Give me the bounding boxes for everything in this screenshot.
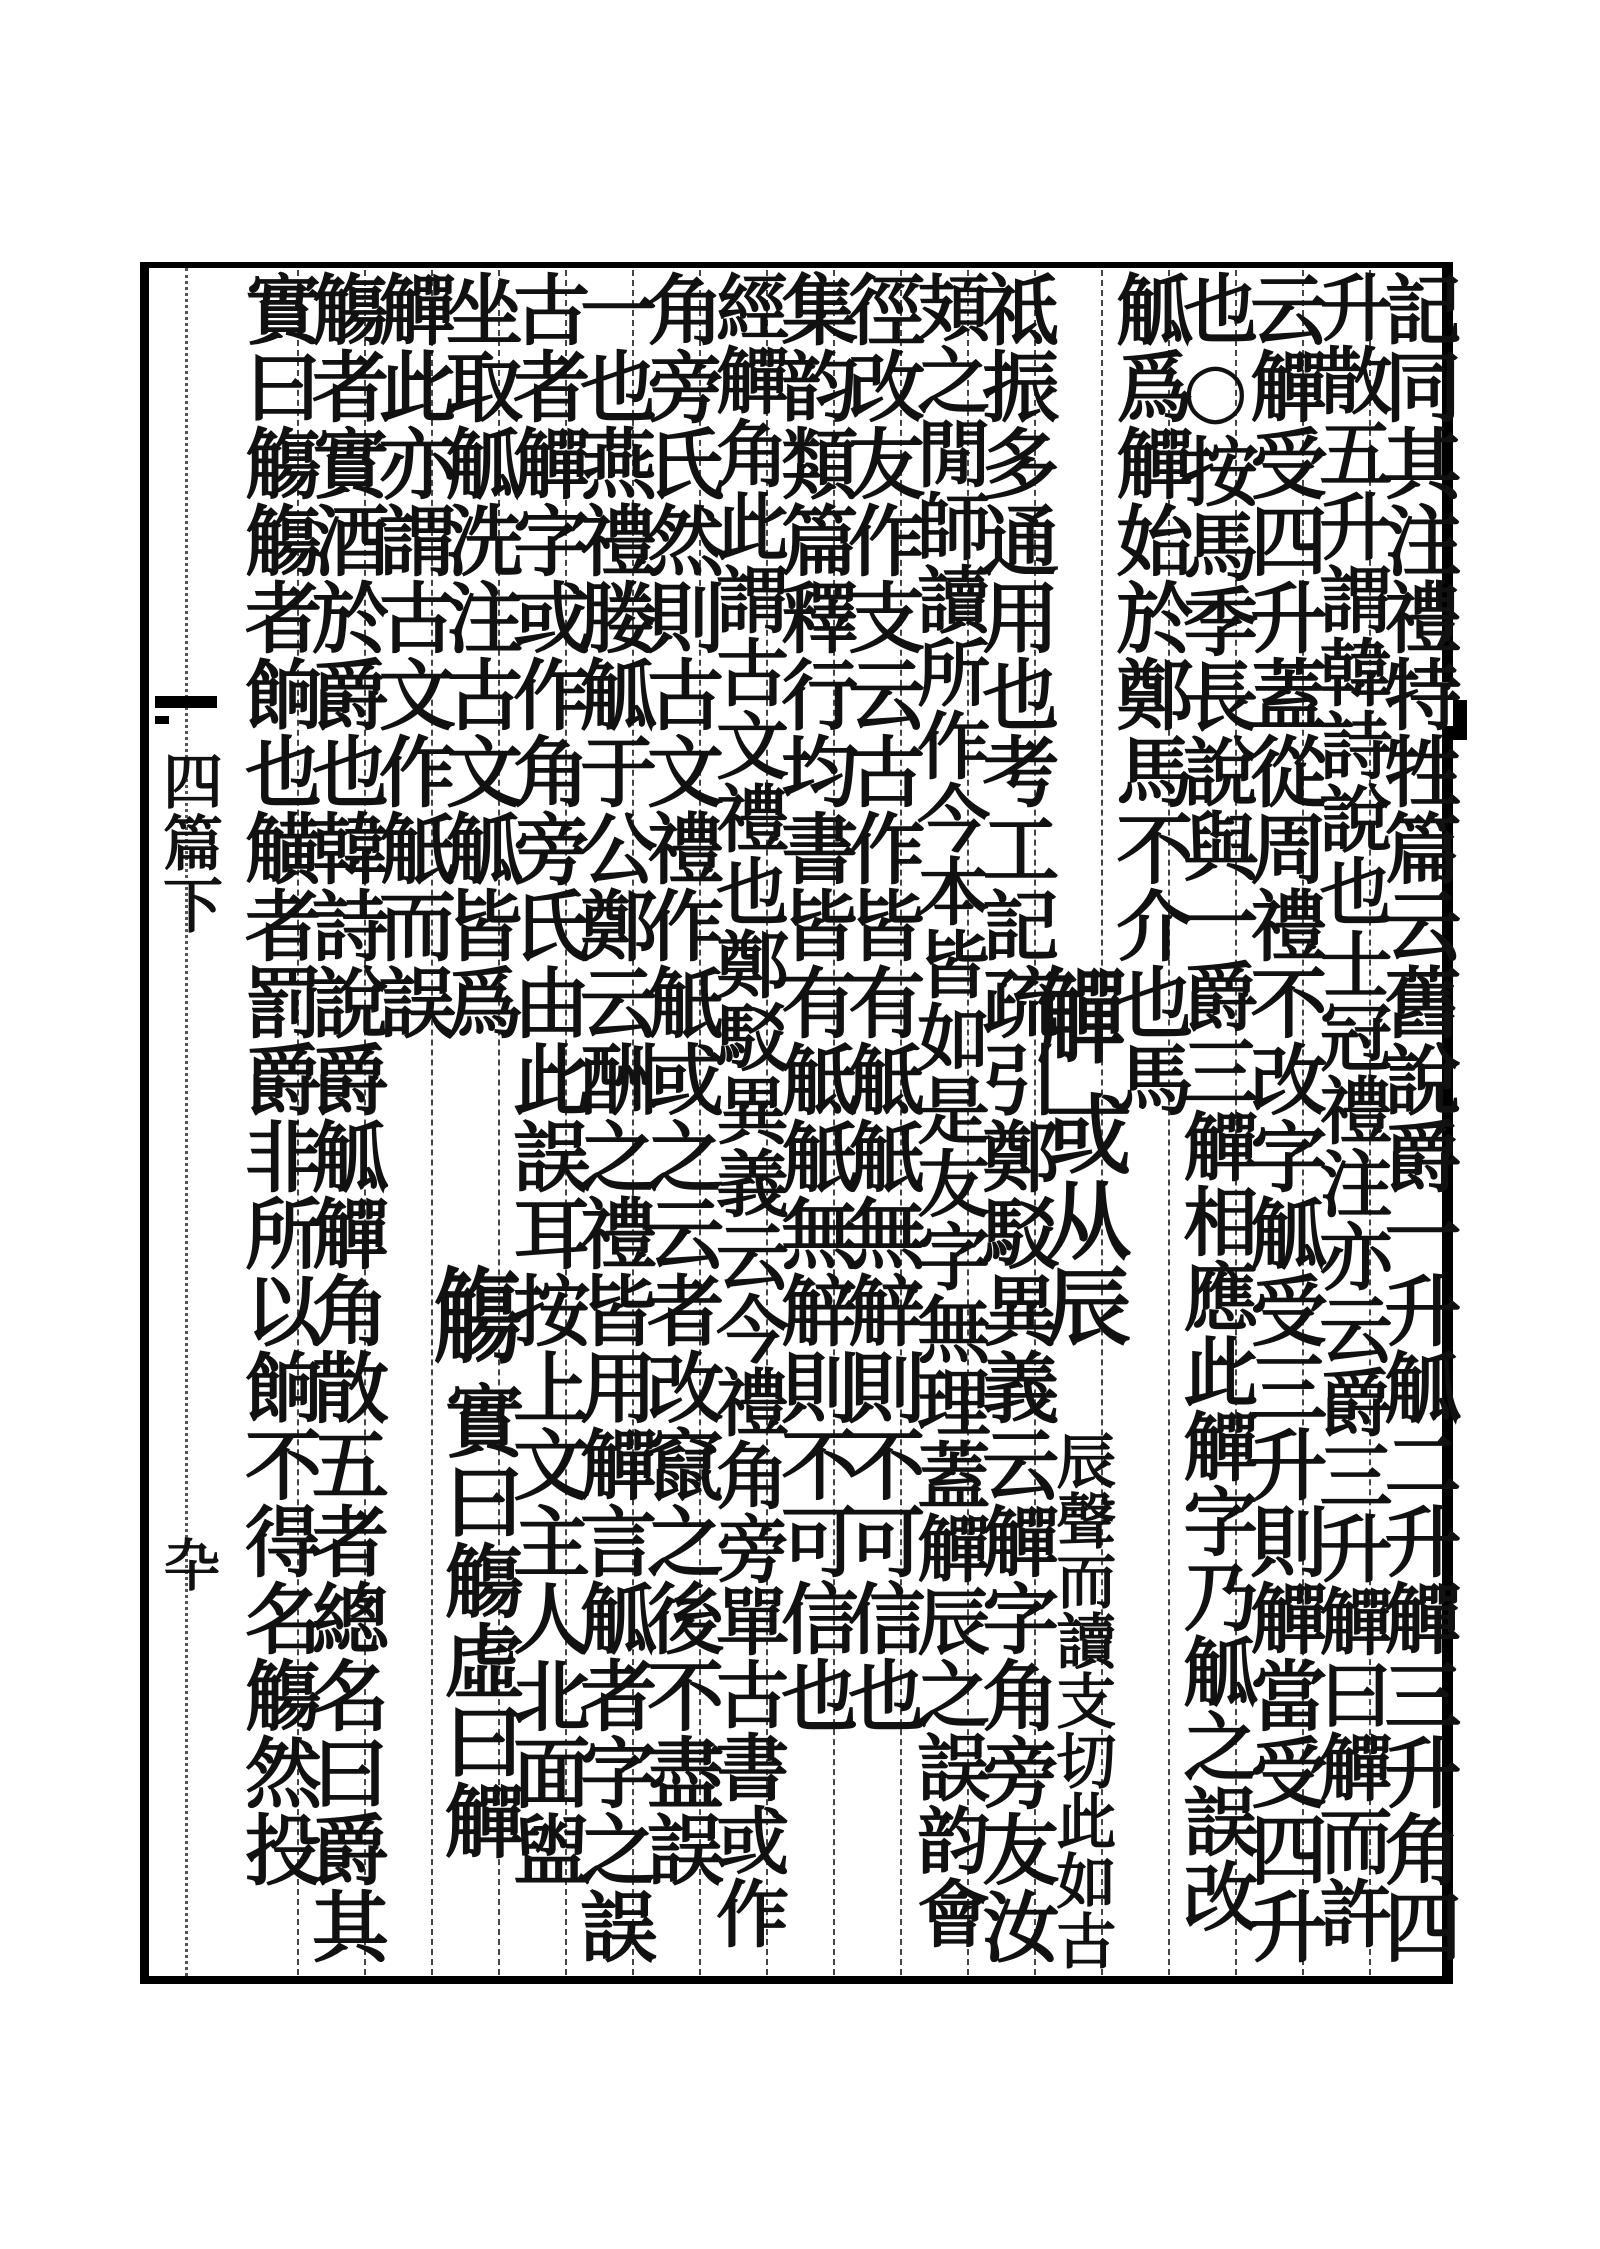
column-text: 辰聲而讀支切此如古 — [1046, 1430, 1117, 1970]
seal-character: 觶 — [1036, 957, 1127, 1079]
fish-tail-mark — [155, 696, 217, 708]
fold-margin — [149, 268, 229, 1976]
fish-tail-mark-tip — [155, 716, 169, 724]
column-text: 記同其注禮特牲篇云舊說爵一升觚二升觶三升角四 — [1371, 270, 1462, 1964]
seal-character: 觴 — [433, 1257, 524, 1379]
column-text: 實曰觴觴者餉也觵者罰爵非所以餉不得名觴然投 — [231, 270, 322, 1887]
column-text: 一也燕禮媵觚于公鄭云酬之禮皆用觶言觚者字之誤 — [567, 270, 658, 1964]
column-text: 徑改友作支云古作皆有觝觗無觪則不可信也 — [835, 270, 926, 1733]
column-text: 觶此亦謂古文作觗而誤 — [366, 270, 457, 1040]
text-body — [231, 270, 1462, 1975]
column-text: 觚爲觶始於鄭馬不介也馬 — [1103, 270, 1194, 1117]
frame-left-border — [140, 262, 149, 1984]
column-text: 角旁氏然則古文禮作觗或之云者改竄之後不盡誤 — [634, 270, 725, 1887]
frame-top-border — [140, 262, 1452, 268]
column-text: 經觶角此謂古文禮也鄭駁異義云今禮角旁單古書或作 — [703, 270, 790, 1949]
column-text: 祗振多通用也考工記疏引鄭駁異義云觶字角旁友汝 — [969, 270, 1060, 1964]
column-text: 云觶受四升蓋從周禮不改字觚受三升則觶當受四升 — [1237, 270, 1328, 1964]
column-text: 升散五升謂韓詩說也士冠禮注亦云爵三升觶曰觶而許 — [1306, 270, 1393, 1949]
column-text: 實曰觴虛曰觶 — [431, 1380, 526, 1860]
text-column — [231, 270, 322, 1975]
margin-divider — [185, 268, 194, 1976]
column-text: 也○按馬季長說與一爵三觶相應此觶字乃觚之誤改 — [1171, 270, 1260, 1933]
page-number: 卆 — [155, 1536, 221, 1592]
column-text: 集韵類篇釋行均書皆有觝觗無觪則不可信也 — [768, 270, 859, 1733]
frame-bottom-border — [140, 1976, 1452, 1984]
column-text: 坐取觚洗注古文觚皆爲 — [433, 270, 524, 1040]
column-text: 頍之閒師讀所作今本皆如是友字無理蓋觶辰之誤韵會 — [904, 270, 991, 1949]
column-text: 古者觶字或作角旁氏由此誤耳按上文主人北面盥 — [500, 270, 591, 1887]
column-text: 或从辰 — [1030, 1090, 1132, 1348]
chapter-title: 四篇下 — [153, 750, 223, 936]
column-text: 觴者實酒於爵也韓詩說爵觚觶角散五者總名曰爵其 — [298, 270, 389, 1964]
